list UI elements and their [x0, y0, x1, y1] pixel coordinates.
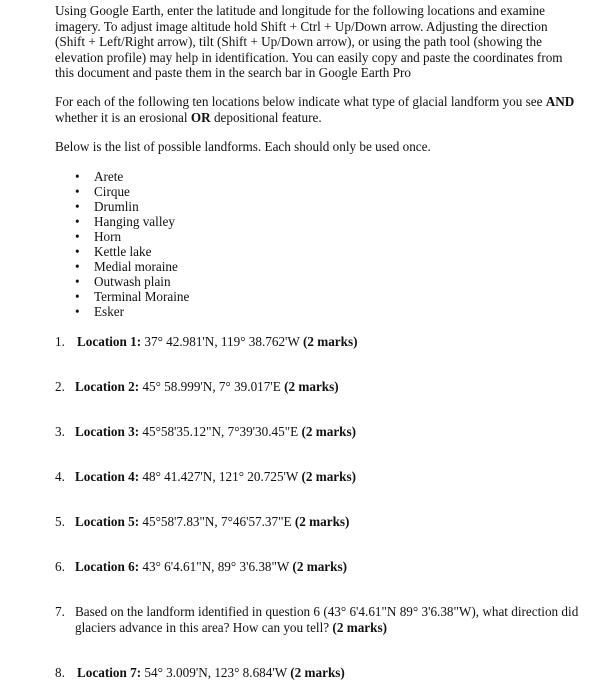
list-item: [75, 229, 189, 244]
task-text-b: whether it is an erosional: [55, 109, 191, 125]
marks-label: (2 marks): [301, 424, 357, 439]
location-coords: 45°58'35.12"N, 7°39'30.45"E: [139, 424, 302, 439]
location-coords: 45°58'7.83"N, 7°46'57.37"E: [139, 514, 295, 529]
task-instructions: [55, 94, 575, 125]
bullet-icon: •: [75, 244, 80, 259]
landform-label: Outwash plain: [94, 274, 171, 289]
bullet-icon: •: [75, 274, 80, 289]
list-item: [75, 214, 189, 229]
location-label: Location 5:: [75, 514, 140, 529]
landform-label: Medial moraine: [94, 259, 178, 274]
landform-label: Horn: [94, 229, 122, 244]
location-coords: 54° 3.009'N, 123° 8.684'W: [141, 665, 291, 680]
landform-list-intro: Below is the list of possible landforms. Each should only be used once.: [55, 139, 431, 154]
landform-label: Kettle lake: [94, 244, 152, 259]
task-text-a: For each of the following ten locations below indicate what type of glacial landform you see: [55, 94, 546, 109]
marks-label: (2 marks): [290, 665, 345, 680]
marks-label: (2 marks): [302, 334, 358, 349]
bullet-icon: •: [75, 259, 80, 274]
task-and: AND: [545, 94, 575, 109]
task-or: OR: [190, 109, 211, 125]
list-item: [75, 259, 189, 274]
marks-label: (2 marks): [294, 514, 350, 529]
location-label: Location 7:: [77, 665, 142, 680]
location-coords: 48° 41.427'N, 121° 20.725'W: [139, 469, 302, 484]
bullet-icon: •: [75, 184, 80, 199]
question-number: 8.: [55, 665, 65, 680]
list-item: [75, 169, 189, 184]
question-number: 2.: [55, 379, 65, 394]
marks-label: (2 marks): [284, 379, 339, 394]
list-item: [75, 199, 189, 214]
bullet-icon: •: [75, 199, 80, 214]
intro-instructions: Using Google Earth, enter the latitude and longitude for the following locations and examine imagery. To adjust image altitude hold Shift + Ctrl + Up/Down arrow. Adjusting the direction (Shift + Left/Right arrow), tilt (Shift + Up/Down arrow), or using the path tool (showing the elevation profile) may help in identification. You can easily copy and paste the coordinates from this document and paste them in the search bar in Google Earth Pro: [55, 3, 563, 80]
location-label: Location 2:: [75, 379, 140, 394]
question-number: 4.: [55, 469, 65, 484]
landform-label: Drumlin: [94, 199, 139, 214]
landform-label: Cirque: [94, 184, 130, 199]
landform-label: Esker: [94, 304, 125, 319]
landform-label: Terminal Moraine: [94, 289, 190, 304]
list-item: [75, 289, 189, 304]
question-number: 6.: [55, 559, 65, 574]
bullet-icon: •: [75, 169, 80, 184]
marks-label: (2 marks): [332, 619, 387, 635]
list-item: [75, 184, 189, 199]
list-item: [75, 244, 189, 259]
location-coords: 37° 42.981'N, 119° 38.762'W: [141, 334, 303, 349]
marks-label: (2 marks): [292, 559, 347, 574]
location-label: Location 4:: [75, 469, 140, 484]
bullet-icon: •: [75, 304, 80, 319]
landform-list: [75, 169, 189, 319]
question-number: 3.: [55, 424, 65, 439]
location-label: Location 3:: [75, 424, 140, 439]
bullet-icon: •: [75, 289, 80, 304]
list-item: [75, 274, 189, 289]
question-number: 1.: [55, 334, 65, 349]
question-text: Based on the landform identified in question 6 (43° 6'4.61"N 89° 3'6.38"W), what direction did glaciers advance in this area? How can you tell?: [75, 604, 579, 635]
landform-label: Arete: [94, 169, 124, 184]
location-coords: 43° 6'4.61"N, 89° 3'6.38"W: [139, 559, 293, 574]
location-label: Location 6:: [75, 559, 140, 574]
list-item: [75, 304, 189, 319]
marks-label: (2 marks): [301, 469, 357, 484]
location-coords: 45° 58.999'N, 7° 39.017'E: [139, 379, 285, 394]
landform-label: Hanging valley: [94, 214, 175, 229]
task-text-c: depositional feature.: [210, 109, 322, 125]
question-number: 7.: [55, 604, 65, 619]
location-label: Location 1:: [77, 334, 142, 349]
bullet-icon: •: [75, 229, 80, 244]
question-number: 5.: [55, 514, 65, 529]
bullet-icon: •: [75, 214, 80, 229]
